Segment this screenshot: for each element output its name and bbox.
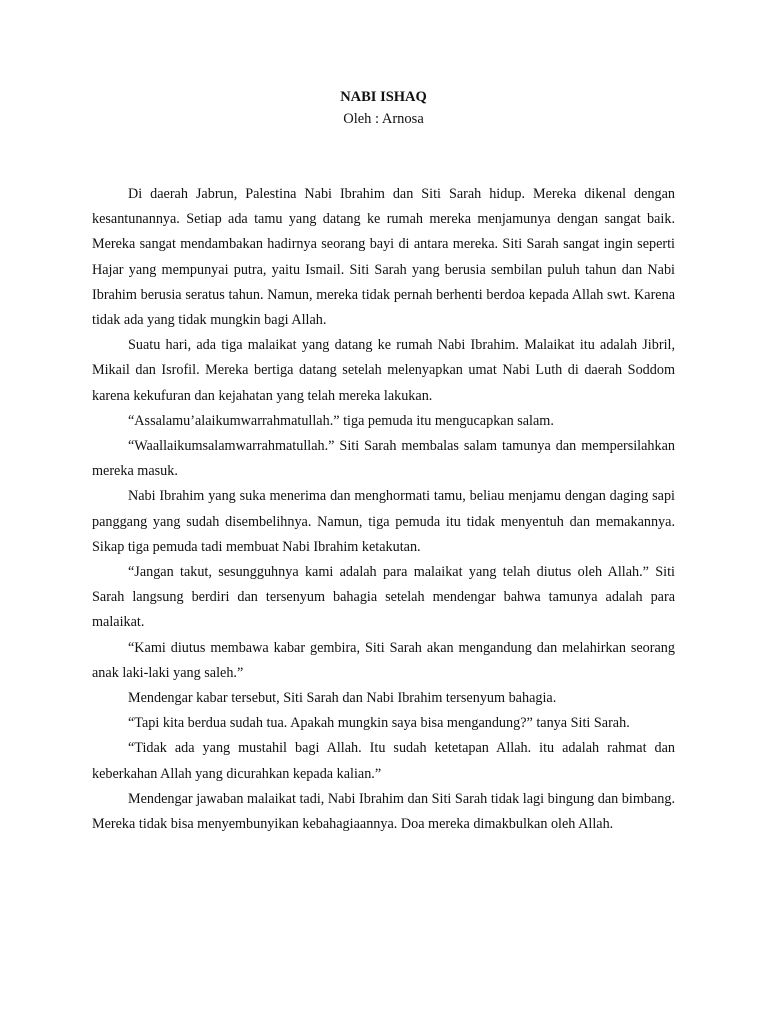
paragraph: Mendengar kabar tersebut, Siti Sarah dan Nabi Ibrahim tersenyum bahagia. — [128, 690, 557, 707]
paragraph: “Kami diutus membawa kabar gembira, Siti Sarah akan mengandung dan melahirkan seorang anak laki-laki yang saleh.” — [92, 639, 675, 681]
paragraph: Di daerah Jabrun, Palestina Nabi Ibrahim dan Siti Sarah hidup. Mereka dikenal dengan kesantunannya. Setiap ada tamu yang datang ke rumah mereka menjamunya dengan sangat baik. Mereka sangat mendambakan hadirnya seorang bayi di antara mereka. Siti Sarah sangat ingin seperti Hajar yang mempunyai putra, yaitu Ismail. Siti Sarah yang berusia sembilan puluh tahun dan Nabi Ibrahim berusia seratus tahun. Namun, mereka tidak pernah berhenti berdoa kepada Allah swt. Karena tidak ada yang tidak mungkin bagi Allah. — [92, 186, 675, 329]
paragraph: “Tidak ada yang mustahil bagi Allah. Itu sudah ketetapan Allah. itu adalah rahmat dan keberkahan Allah yang dicurahkan kepada kalian.” — [92, 740, 675, 782]
document-author: Oleh : Arnosa — [343, 111, 424, 127]
paragraph: Mendengar jawaban malaikat tadi, Nabi Ibrahim dan Siti Sarah tidak lagi bingung dan bimbang. Mereka tidak bisa menyembunyikan kebahagiaannya. Doa mereka dimakbulkan oleh Allah. — [92, 790, 675, 833]
paragraph: “Jangan takut, sesungguhnya kami adalah para malaikat yang telah diutus oleh Allah.” Siti Sarah langsung berdiri dan tersenyum bahagia setelah mendengar bahwa tamunya adalah para malaikat. — [92, 564, 675, 631]
paragraph: Nabi Ibrahim yang suka menerima dan menghormati tamu, beliau menjamu dengan daging sapi panggang yang sudah disembelihnya. Namun, tiga pemuda itu tidak menyentuh dan memakannya. Sikap tiga pemuda tadi membuat Nabi Ibrahim ketakutan. — [92, 488, 675, 555]
document-body — [92, 182, 675, 837]
paragraph: “Waallaikumsalamwarrahmatullah.” Siti Sarah membalas salam tamunya dan mempersilahkan mereka masuk. — [92, 438, 675, 480]
paragraph: Suatu hari, ada tiga malaikat yang datang ke rumah Nabi Ibrahim. Malaikat itu adalah Jibril, Mikail dan Isrofil. Mereka bertiga datang setelah melenyapkan umat Nabi Luth di daerah Soddom karena kekufuran dan kejahatan yang telah mereka lakukan. — [92, 337, 675, 404]
document-title: NABI ISHAQ — [340, 89, 427, 105]
paragraph: “Tapi kita berdua sudah tua. Apakah mungkin saya bisa mengandung?” tanya Siti Sarah. — [128, 715, 630, 732]
paragraph: “Assalamu’alaikumwarrahmatullah.” tiga pemuda itu mengucapkan salam. — [128, 412, 554, 429]
